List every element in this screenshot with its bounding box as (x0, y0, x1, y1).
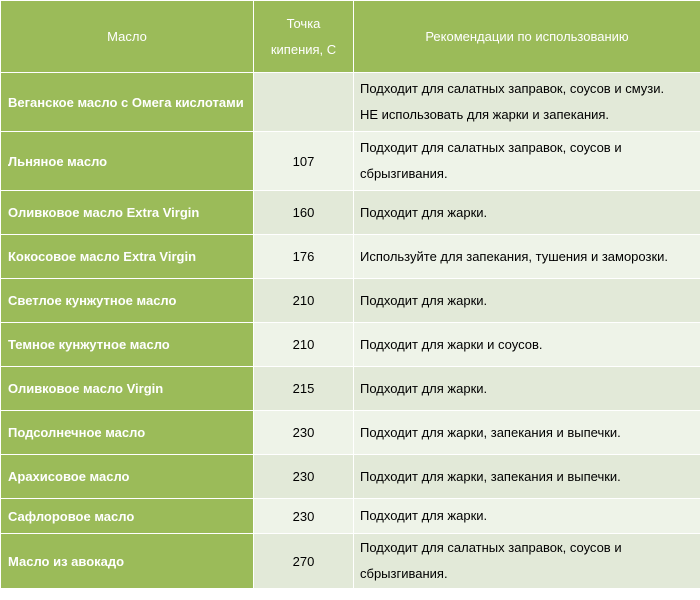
header-row (1, 1, 700, 73)
recommendation-line: НЕ использовать для жарки и запекания. (360, 107, 610, 122)
boiling-point: 230 (254, 455, 354, 499)
recommendation: Подходит для жарки, запекания и выпечки. (354, 455, 700, 499)
table-row (1, 132, 700, 191)
table-row (1, 235, 700, 279)
boiling-point: 176 (254, 235, 354, 279)
recommendation-line: сбрызгивания. (360, 566, 448, 581)
table-row (1, 367, 700, 411)
oil-name: Веганское масло с Омега кислотами (1, 73, 254, 132)
recommendation-line: Подходит для салатных заправок, соусов и (360, 140, 622, 155)
recommendation: Подходит для жарки, запекания и выпечки. (354, 411, 700, 455)
table-row (1, 191, 700, 235)
recommendation: Подходит для жарки. (354, 499, 700, 534)
oil-name: Сафлоровое масло (1, 499, 254, 534)
recommendation (354, 73, 700, 132)
header-boiling-point (254, 1, 354, 73)
recommendation: Подходит для жарки. (354, 279, 700, 323)
oil-name: Масло из авокадо (1, 534, 254, 589)
oil-name: Светлое кунжутное масло (1, 279, 254, 323)
oil-name: Подсолнечное масло (1, 411, 254, 455)
recommendation: Подходит для жарки. (354, 191, 700, 235)
boiling-point: 230 (254, 411, 354, 455)
header-boiling-line2: кипения, С (270, 41, 337, 57)
table-row (1, 323, 700, 367)
recommendation-line: сбрызгивания. (360, 166, 448, 181)
table-row (1, 499, 700, 534)
recommendation-line: Подходит для салатных заправок, соусов и (360, 540, 622, 555)
table-row (1, 73, 700, 132)
header-oil: Масло (1, 1, 254, 73)
oil-name: Оливковое масло Virgin (1, 367, 254, 411)
table-row (1, 534, 700, 589)
recommendation (354, 534, 700, 589)
oil-name: Оливковое масло Extra Virgin (1, 191, 254, 235)
recommendation (354, 132, 700, 191)
table-row (1, 411, 700, 455)
boiling-point: 210 (254, 323, 354, 367)
boiling-point (254, 73, 354, 132)
recommendation: Подходит для жарки и соусов. (354, 323, 700, 367)
oil-name: Кокосовое масло Extra Virgin (1, 235, 254, 279)
recommendation: Используйте для запекания, тушения и заморозки. (354, 235, 700, 279)
boiling-point: 215 (254, 367, 354, 411)
oil-name: Льняное масло (1, 132, 254, 191)
boiling-point: 160 (254, 191, 354, 235)
recommendation-line: Подходит для салатных заправок, соусов и смузи. (360, 81, 665, 96)
header-boiling-line1: Точка (286, 15, 321, 31)
recommendation: Подходит для жарки. (354, 367, 700, 411)
boiling-point: 210 (254, 279, 354, 323)
boiling-point: 270 (254, 534, 354, 589)
table-row (1, 279, 700, 323)
oil-name: Темное кунжутное масло (1, 323, 254, 367)
header-recommendations: Рекомендации по использованию (354, 1, 700, 73)
boiling-point: 230 (254, 499, 354, 534)
oil-name: Арахисовое масло (1, 455, 254, 499)
table-row (1, 455, 700, 499)
boiling-point: 107 (254, 132, 354, 191)
